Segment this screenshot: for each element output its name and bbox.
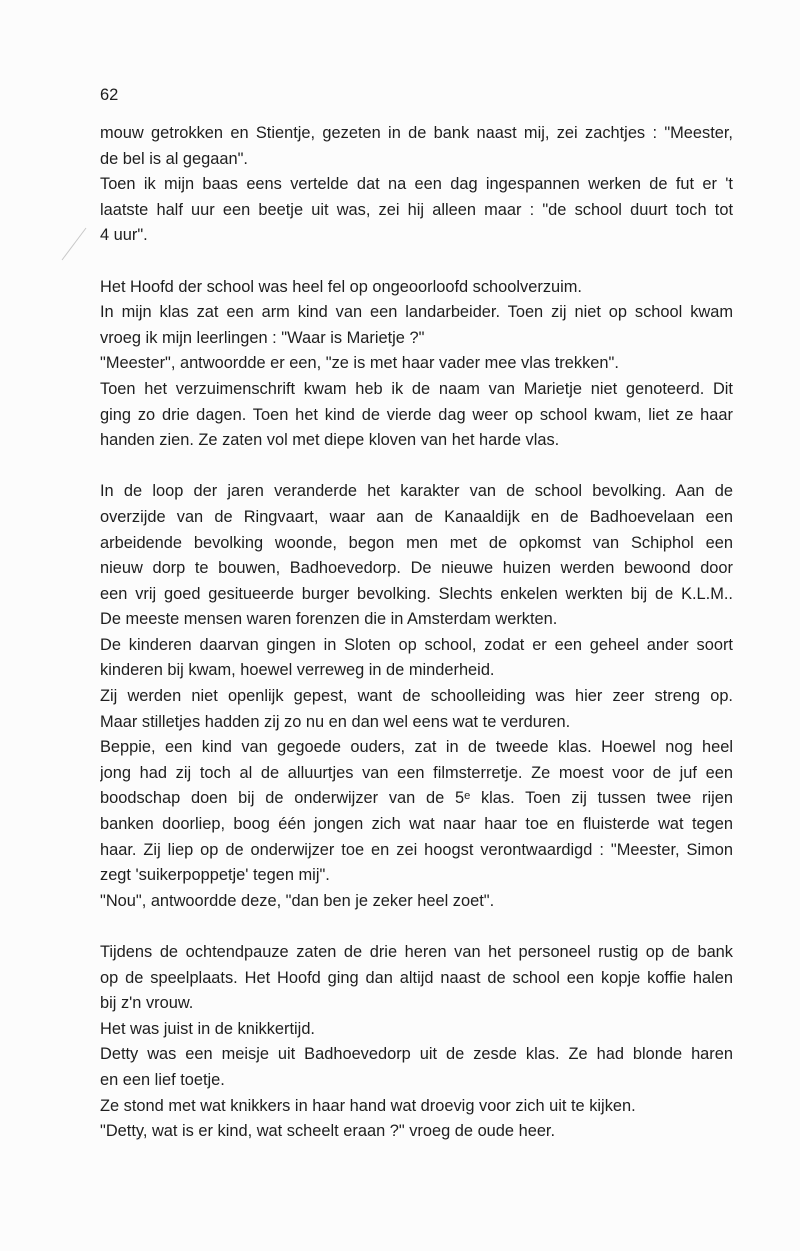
paragraph xyxy=(100,275,733,301)
text-line: Maar stilletjes hadden zij zo nu en dan wel eens wat te verduren. xyxy=(100,712,571,731)
text-section xyxy=(100,275,733,454)
text-line: ging zo drie dagen. Toen het kind de vierde dag weer op school kwam, liet ze haar xyxy=(100,405,733,424)
text-line: haar. Zij liep op de onderwijzer toe en zei hoogst verontwaardigd : "Meester, Simon xyxy=(100,840,733,859)
text-line: In mijn klas zat een arm kind van een landarbeider. Toen zij niet op school kwam xyxy=(100,303,733,322)
paragraph xyxy=(100,377,733,454)
text-line: Zij werden niet openlijk gepest, want de schoolleiding was hier zeer streng op. xyxy=(100,687,733,706)
text-line: mouw getrokken en Stientje, gezeten in de bank naast mij, zei zachtjes : "Meester, xyxy=(100,124,733,142)
text-line: Beppie, een kind van gegoede ouders, zat in de tweede klas. Hoewel nog heel xyxy=(100,738,733,757)
text-line: bij z'n vrouw. xyxy=(100,994,194,1013)
text-section xyxy=(100,121,733,249)
text-line: laatste half uur een beetje uit was, zei hij alleen maar : "de school duurt toch tot xyxy=(100,200,733,219)
paragraph xyxy=(100,1119,733,1145)
paragraph xyxy=(100,633,733,684)
text-line: jong had zij toch al de alluurtjes van een filmsterretje. Ze moest voor de juf een xyxy=(100,763,733,782)
paragraph xyxy=(100,735,733,889)
text-line: In de loop der jaren veranderde het karakter van de school bevolking. Aan de xyxy=(100,482,733,501)
paragraph xyxy=(100,300,733,351)
paragraph xyxy=(100,684,733,735)
text-line: "Detty, wat is er kind, wat scheelt eraan ?" vroeg de oude heer. xyxy=(100,1122,556,1141)
paragraph xyxy=(100,351,733,377)
paragraph xyxy=(100,479,733,633)
text-line: banken doorliep, boog één jongen zich wat naar haar toe en fluisterde wat tegen xyxy=(100,815,733,834)
text-line: arbeidende bevolking woonde, begon men met de opkomst van Schiphol een xyxy=(100,533,733,552)
text-line: Ze stond met wat knikkers in haar hand wat droevig voor zich uit te kijken. xyxy=(100,1096,636,1115)
paragraph xyxy=(100,121,733,172)
text-line: De meeste mensen waren forenzen die in Amsterdam werkten. xyxy=(100,610,558,629)
text-line: Het Hoofd der school was heel fel op ongeoorloofd schoolverzuim. xyxy=(100,277,582,296)
text-line: Tijdens de ochtendpauze zaten de drie heren van het personeel rustig op de bank xyxy=(100,943,733,961)
text-line: Detty was een meisje uit Badhoevedorp uit de zesde klas. Ze had blonde haren xyxy=(100,1045,733,1064)
text-line: Het was juist in de knikkertijd. xyxy=(100,1019,315,1038)
text-line: vroeg ik mijn leerlingen : "Waar is Marietje ?" xyxy=(100,328,425,347)
text-line: kinderen bij kwam, hoewel verreweg in de minderheid. xyxy=(100,661,495,680)
text-line: 4 uur". xyxy=(100,226,148,245)
text-line: zegt 'suikerpoppetje' tegen mij". xyxy=(100,866,330,885)
paragraph xyxy=(100,1042,733,1093)
paragraph xyxy=(100,889,733,915)
paragraph xyxy=(100,172,733,249)
paragraph xyxy=(100,940,733,1017)
paragraph xyxy=(100,1017,733,1043)
text-section xyxy=(100,479,733,914)
paragraph xyxy=(100,1094,733,1120)
text-line: en een lief toetje. xyxy=(100,1070,225,1089)
text-line: overzijde van de Ringvaart, waar aan de Kanaaldijk en de Badhoevelaan een xyxy=(100,507,733,526)
text-line: handen zien. Ze zaten vol met diepe kloven van het harde vlas. xyxy=(100,431,560,450)
text-line: Toen het verzuimenschrift kwam heb ik de naam van Marietje niet genoteerd. Dit xyxy=(100,379,733,398)
text-line: De kinderen daarvan gingen in Sloten op school, zodat er een geheel ander soort xyxy=(100,635,733,654)
text-line: nieuw dorp te bouwen, Badhoevedorp. De nieuwe huizen werden bewoond door xyxy=(100,559,733,578)
text-section xyxy=(100,940,733,1145)
text-line: "Meester", antwoordde er een, "ze is met haar vader mee vlas trekken". xyxy=(100,354,619,373)
text-line: Toen ik mijn baas eens vertelde dat na een dag ingespannen werken de fut er 't xyxy=(100,175,733,194)
text-line: boodschap doen bij de onderwijzer van de 5ᵉ klas. Toen zij tussen twee rijen xyxy=(100,789,733,808)
body-text xyxy=(100,121,733,1170)
text-line: "Nou", antwoordde deze, "dan ben je zeker heel zoet". xyxy=(100,891,495,910)
pencil-mark xyxy=(60,222,90,262)
text-line: een vrij goed gesitueerde burger bevolking. Slechts enkelen werkten bij de K.L.M.. xyxy=(100,584,733,603)
text-line: de bel is al gegaan". xyxy=(100,149,248,168)
text-line: op de speelplaats. Het Hoofd ging dan altijd naast de school een kopje koffie halen xyxy=(100,968,733,987)
page-number: 62 xyxy=(100,86,119,104)
